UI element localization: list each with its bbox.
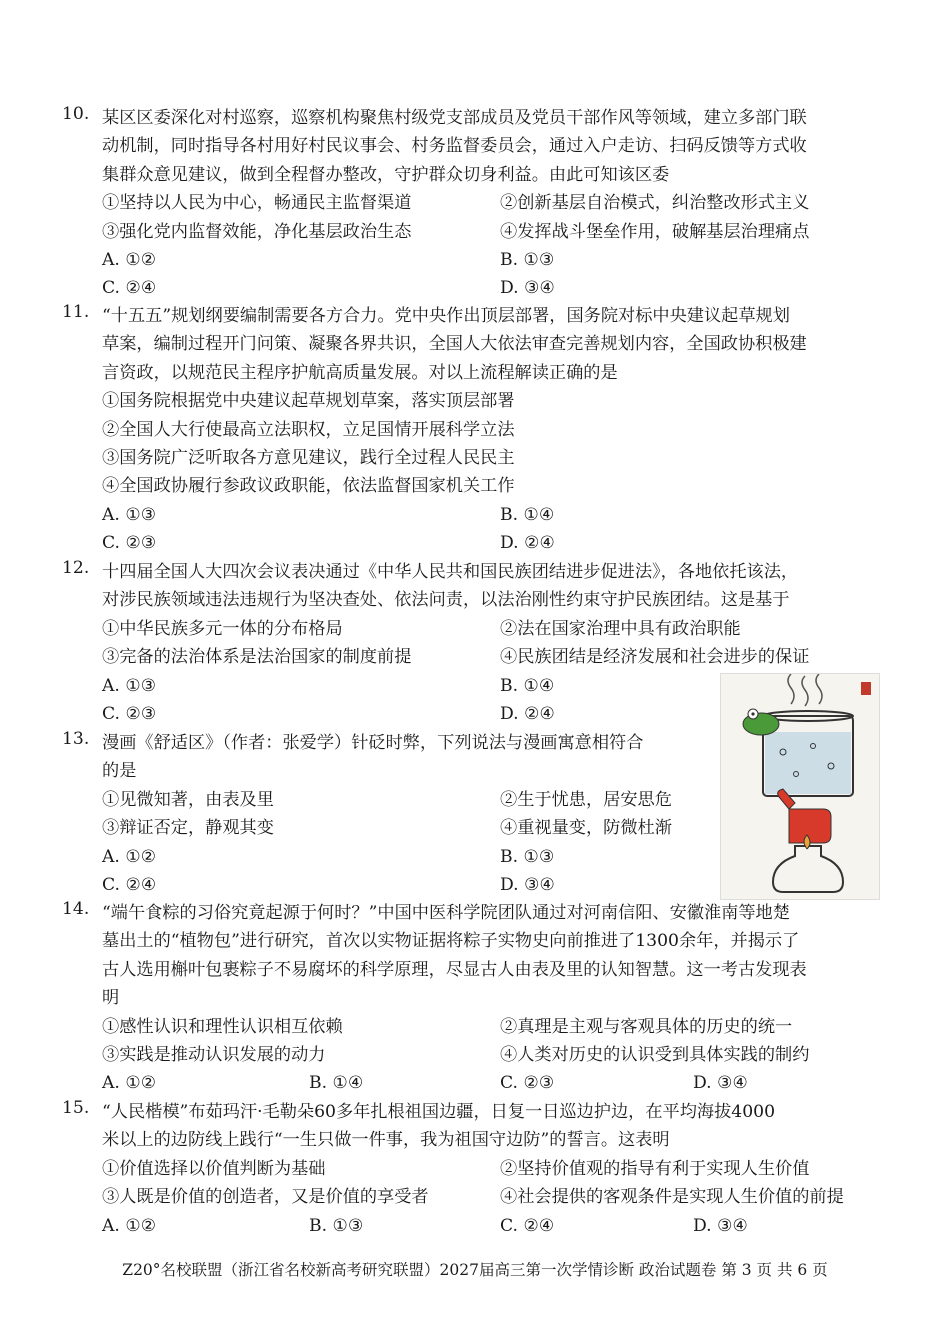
stem-line: 古人选用槲叶包裹粽子不易腐坏的科学原理，尽显古人由表及里的认知智慧。这一考古发现表 (102, 959, 807, 980)
option-3: ③实践是推动认识发展的动力 (102, 1044, 326, 1065)
thumbs-up-icon (789, 809, 831, 843)
choice-b: B. ①③ (309, 1215, 364, 1236)
stem-line: 对涉民族领域违法违规行为坚决查处、依法问责，以法治刚性约束守护民族团结。这是基于 (102, 590, 790, 611)
option-4: ④人类对历史的认识受到具体实践的制约 (500, 1044, 810, 1065)
option-4: ④全国政协履行参政议政职能，依法监督国家机关工作 (102, 476, 515, 497)
choice-c: C. ②③ (102, 703, 157, 724)
question-number: 13. (62, 729, 90, 749)
option-1: ①价值选择以价值判断为基础 (102, 1158, 326, 1179)
choice-b: B. ①④ (309, 1073, 364, 1094)
choice-a: A. ①③ (102, 504, 157, 525)
choice-b: B. ①③ (500, 249, 555, 270)
question-number: 12. (62, 558, 90, 578)
choice-d: D. ③④ (500, 278, 555, 299)
option-2: ②创新基层自治模式，纠治整改形式主义 (500, 193, 810, 214)
option-4: ④社会提供的客观条件是实现人生价值的前提 (500, 1187, 844, 1208)
stem-line: 的是 (102, 761, 137, 782)
option-2: ②全国人大行使最高立法职权，立足国情开展科学立法 (102, 419, 515, 440)
choice-a: A. ①② (102, 249, 157, 270)
stem-line: 十四届全国人大四次会议表决通过《中华人民共和国民族团结进步促进法》，各地依托该法， (102, 562, 799, 582)
question-number: 14. (62, 899, 90, 919)
choice-c: C. ②④ (102, 278, 157, 299)
stem-line: “端午食粽的习俗究竟起源于何时？”中国中医科学院团队通过对河南信阳、安徽淮南等地楚 (102, 903, 790, 923)
choice-a: A. ①③ (102, 675, 157, 696)
option-3: ③国务院广泛听取各方意见建议，践行全过程人民民主 (102, 447, 515, 468)
question-15 (62, 1098, 892, 1240)
stem-line: 墓出土的“植物包”进行研究，首次以实物证据将粽子实物史向前推进了1300余年，并揭示了 (102, 931, 800, 952)
choice-c: C. ②④ (500, 1215, 555, 1236)
question-number: 10. (62, 104, 90, 124)
choice-c: C. ②④ (102, 874, 157, 895)
stem-line: 漫画《舒适区》（作者：张爱学）针砭时弊，下列说法与漫画寓意相符合 (102, 733, 644, 753)
question-number: 11. (62, 302, 90, 322)
question-number: 15. (62, 1098, 90, 1118)
page-footer: Z20°名校联盟（浙江省名校新高考研究联盟）2027届高三第一次学情诊断 政治试题卷 第 3 页 共 6 页 (122, 1261, 828, 1279)
option-2: ②真理是主观与客观具体的历史的统一 (500, 1016, 793, 1037)
choice-a: A. ①② (102, 1215, 157, 1236)
option-1: ①国务院根据党中央建议起草规划草案，落实顶层部署 (102, 391, 515, 412)
stem-line: 明 (102, 988, 120, 1009)
cartoon-comfort-zone (720, 673, 880, 900)
alcohol-lamp-icon (773, 846, 843, 892)
choice-c: C. ②③ (102, 533, 157, 554)
option-2: ②生于忧患，居安思危 (500, 789, 672, 810)
option-1: ①中华民族多元一体的分布格局 (102, 618, 343, 639)
question-11 (62, 302, 892, 558)
option-3: ③强化党内监督效能，净化基层政治生态 (102, 221, 412, 242)
stem-line: 动机制，同时指导各村用好村民议事会、村务监督委员会，通过入户走访、扫码反馈等方式收 (102, 136, 807, 157)
stem-line: 草案，编制过程开门问策、凝聚各界共识，全国人大依法审查完善规划内容，全国政协积极建 (102, 334, 807, 355)
option-4: ④民族团结是经济发展和社会进步的保证 (500, 647, 810, 668)
choice-d: D. ②④ (500, 533, 555, 554)
stem-line: 集群众意见建议，做到全程督办整改，守护群众切身利益。由此可知该区委 (102, 164, 670, 185)
option-4: ④重视量变，防微杜渐 (500, 818, 672, 839)
choice-b: B. ①③ (500, 846, 555, 867)
choice-b: B. ①④ (500, 675, 555, 696)
option-2: ②法在国家治理中具有政治职能 (500, 618, 741, 639)
stem-line: “人民楷模”布茹玛汗·毛勒朵60多年扎根祖国边疆，日复一日巡边护边，在平均海拔4000 (102, 1102, 776, 1122)
choice-c: C. ②③ (500, 1073, 555, 1094)
option-1: ①感性认识和理性认识相互依赖 (102, 1016, 343, 1037)
stem-line: “十五五”规划纲要编制需要各方合力。党中央作出顶层部署，国务院对标中央建议起草规划 (102, 306, 790, 326)
option-3: ③完备的法治体系是法治国家的制度前提 (102, 647, 412, 668)
choice-a: A. ①② (102, 1073, 157, 1094)
option-4: ④发挥战斗堡垒作用，破解基层治理痛点 (500, 221, 810, 242)
choice-a: A. ①② (102, 846, 157, 867)
question-10 (62, 104, 892, 303)
stem-line: 言资政，以规范民主程序护航高质量发展。对以上流程解读正确的是 (102, 362, 618, 383)
stem-line: 米以上的边防线上践行“一生只做一件事，我为祖国守边防”的誓言。这表明 (102, 1130, 670, 1151)
option-2: ②坚持价值观的指导有利于实现人生价值 (500, 1158, 810, 1179)
option-1: ①坚持以人民为中心，畅通民主监督渠道 (102, 193, 412, 214)
choice-d: D. ③④ (693, 1073, 748, 1094)
question-13 (62, 729, 707, 899)
stem-line: 某区区委深化对村巡察，巡察机构聚焦村级党支部成员及党员干部作风等领域，建立多部门联 (102, 108, 807, 128)
choice-d: D. ③④ (693, 1215, 748, 1236)
question-14 (62, 899, 892, 1098)
cartoon-illustration (721, 674, 879, 899)
choice-d: D. ③④ (500, 874, 555, 895)
seal-stamp-icon (861, 682, 871, 695)
choice-d: D. ②④ (500, 703, 555, 724)
option-3: ③人既是价值的创造者，又是价值的享受者 (102, 1187, 429, 1208)
option-3: ③辩证否定，静观其变 (102, 818, 274, 839)
option-1: ①见微知著，由表及里 (102, 789, 274, 810)
choice-b: B. ①④ (500, 504, 555, 525)
